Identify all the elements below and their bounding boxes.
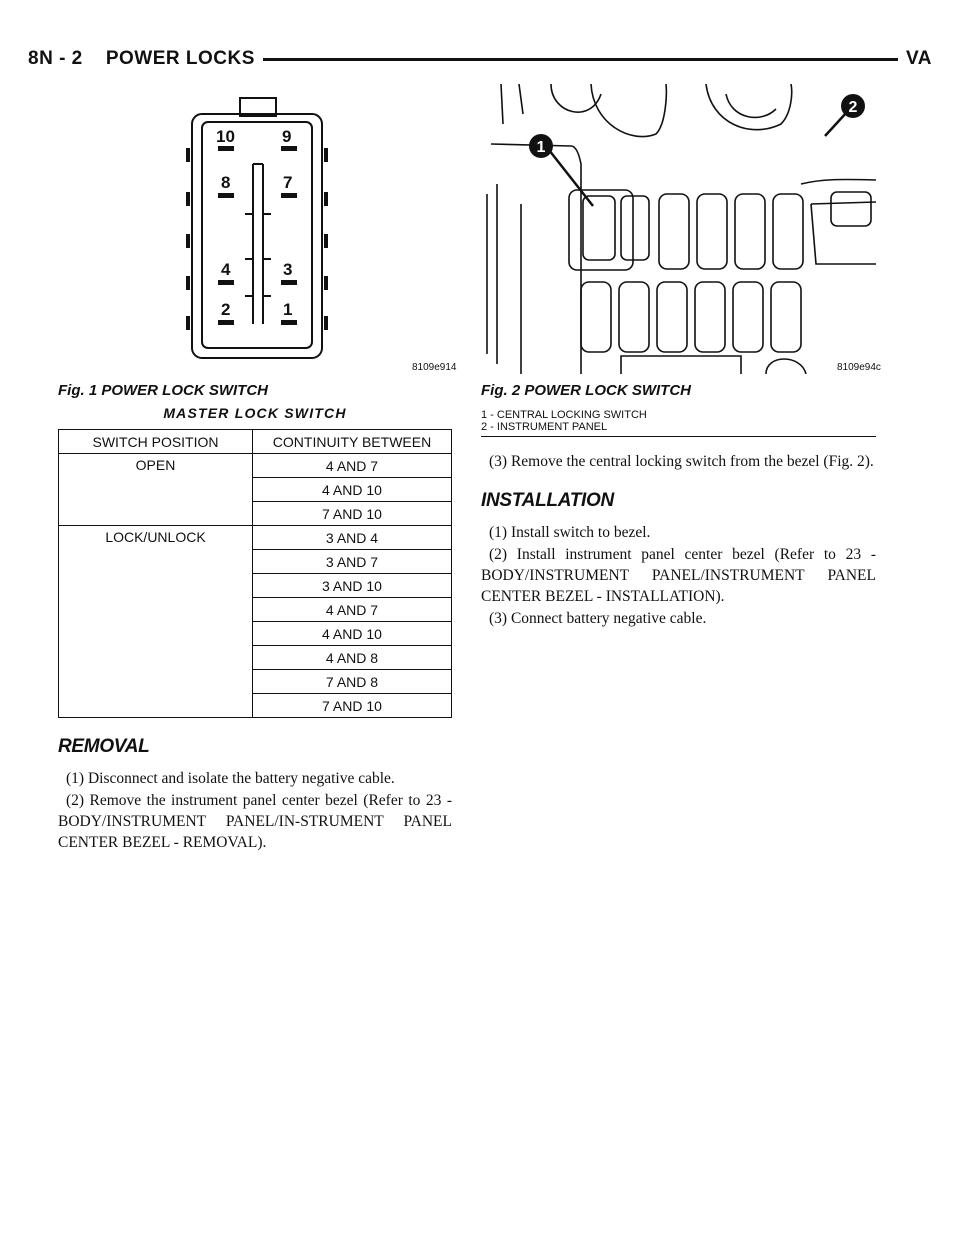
continuity-cell: 3 AND 4 [253, 526, 452, 550]
instrument-panel-drawing [481, 84, 876, 374]
legend-item: 1 - CENTRAL LOCKING SWITCH [481, 409, 647, 421]
table-row [59, 454, 452, 478]
removal-step: (1) Disconnect and isolate the battery negative cable. [66, 770, 395, 787]
figure-legend [481, 409, 876, 437]
pin-label: 9 [282, 127, 292, 146]
pin-label: 8 [221, 173, 231, 192]
installation-step: (1) Install switch to bezel. [489, 524, 651, 541]
continuity-cell: 3 AND 10 [253, 574, 452, 598]
installation-step: (3) Connect battery negative cable. [489, 610, 707, 627]
column-header: SWITCH POSITION [59, 430, 253, 454]
table-header-row [59, 430, 452, 454]
callout-label: 1 [536, 139, 546, 156]
header-section-title: 8N - 2 POWER LOCKS [28, 46, 263, 72]
continuity-cell: 4 AND 10 [253, 622, 452, 646]
pin-label: 7 [283, 173, 293, 192]
pin-label: 10 [216, 127, 235, 146]
figure-caption: Fig. 1 POWER LOCK SWITCH [58, 382, 268, 399]
pin-label: 4 [221, 260, 231, 279]
pin-label: 3 [283, 260, 293, 279]
table-title: MASTER LOCK SWITCH [163, 405, 347, 421]
left-column [58, 84, 457, 854]
continuity-cell: 7 AND 8 [253, 670, 452, 694]
removal-step: (3) Remove the central locking switch from the bezel (Fig. 2). [489, 453, 874, 470]
continuity-cell: 4 AND 7 [253, 598, 452, 622]
figure-code: 8109e94c [837, 362, 881, 373]
continuity-cell: 7 AND 10 [253, 694, 452, 718]
figure-caption: Fig. 2 POWER LOCK SWITCH [481, 382, 691, 399]
callout-label: 2 [848, 99, 858, 116]
switch-position: LOCK/UNLOCK [59, 526, 253, 718]
continuity-table [58, 429, 452, 718]
continuity-cell: 4 AND 10 [253, 478, 452, 502]
removal-step: (2) Remove the instrument panel center bezel (Refer to 23 - BODY/INSTRUMENT PANEL/IN-STRUMENT PANEL CENTER BEZEL - REMOVAL). [58, 792, 452, 851]
connector-diagram [58, 84, 452, 374]
installation-heading: INSTALLATION [481, 490, 614, 511]
switch-position: OPEN [59, 454, 253, 526]
figure-2 [481, 84, 881, 374]
continuity-cell: 7 AND 10 [253, 502, 452, 526]
column-header: CONTINUITY BETWEEN [253, 430, 452, 454]
removal-heading: REMOVAL [58, 736, 150, 757]
continuity-cell: 4 AND 7 [253, 454, 452, 478]
page-header [28, 46, 932, 74]
continuity-cell: 4 AND 8 [253, 646, 452, 670]
continuity-cell: 3 AND 7 [253, 550, 452, 574]
figure-1 [58, 84, 457, 374]
table-row [59, 526, 452, 550]
pin-label: 2 [221, 300, 231, 319]
installation-step: (2) Install instrument panel center bezel (Refer to 23 - BODY/INSTRUMENT PANEL/INSTRUMENT PANEL CENTER BEZEL - INSTALLATION). [481, 546, 876, 605]
pin-label: 1 [283, 300, 293, 319]
figure-code: 8109e914 [412, 362, 457, 373]
legend-item: 2 - INSTRUMENT PANEL [481, 421, 608, 433]
right-column [481, 84, 881, 630]
header-model-code: VA [898, 46, 932, 72]
